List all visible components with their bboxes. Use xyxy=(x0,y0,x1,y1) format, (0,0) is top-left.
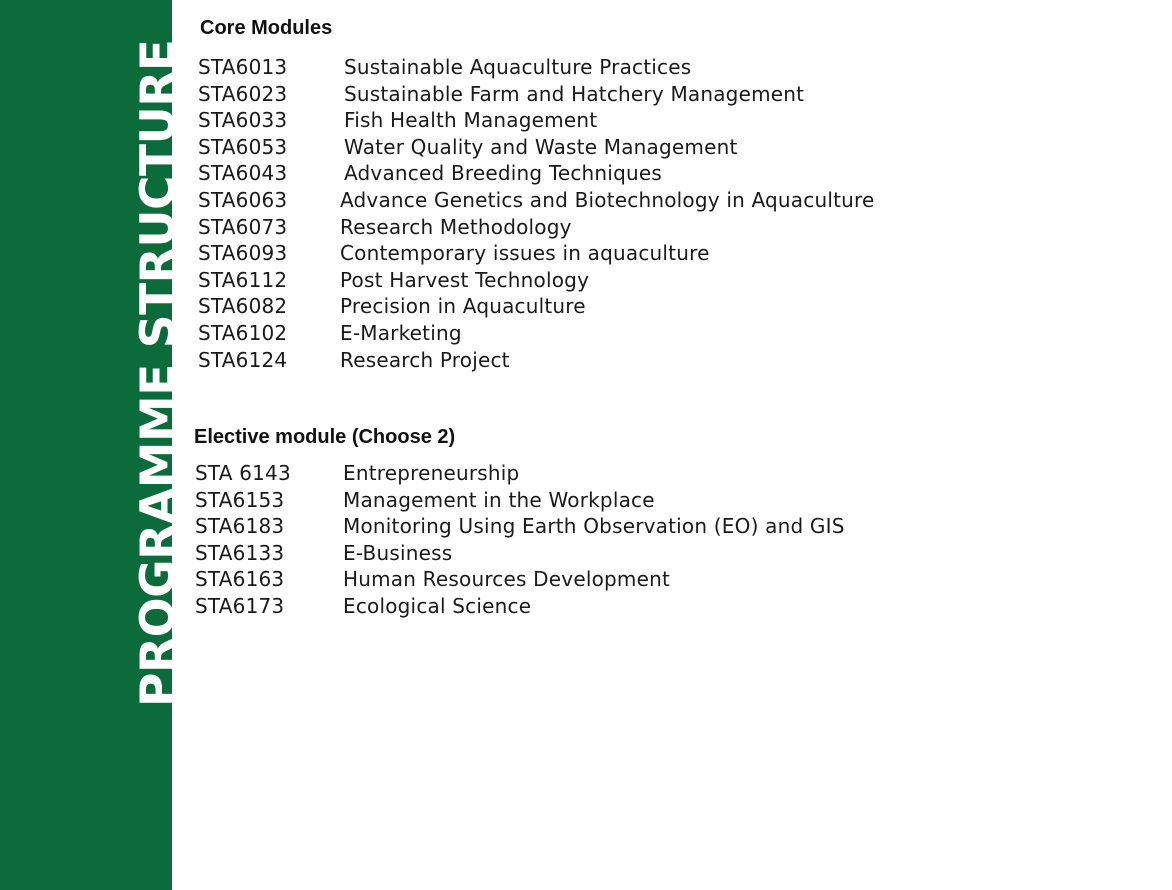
module-name: Post Harvest Technology xyxy=(340,267,590,292)
module-name: Sustainable Aquaculture Practices xyxy=(344,55,692,79)
module-name: Entrepreneurship xyxy=(343,461,520,485)
module-name: Precision in Aquaculture xyxy=(340,294,586,319)
module-name: E-Marketing xyxy=(340,320,462,345)
module-name: E-Business xyxy=(343,540,453,565)
module-name: Human Resources Development xyxy=(343,567,671,592)
module-name: Management in the Workplace xyxy=(343,487,655,512)
module-name: Contemporary issues in aquaculture xyxy=(340,241,710,266)
module-code: STA6073 xyxy=(198,214,288,239)
module-code: STA6183 xyxy=(195,514,285,539)
module-name: Research Project xyxy=(340,347,510,372)
core-modules-heading: Core Modules xyxy=(200,17,333,39)
module-name: Advanced Breeding Techniques xyxy=(344,161,662,186)
module-code: STA6023 xyxy=(198,81,288,106)
module-code: STA6033 xyxy=(198,108,288,133)
module-name: Monitoring Using Earth Observation (EO) and GIS xyxy=(343,514,845,539)
elective-module-heading: Elective module (Choose 2) xyxy=(194,426,456,448)
module-name: Research Methodology xyxy=(340,214,572,239)
module-code: STA6173 xyxy=(195,593,285,618)
module-name: Advance Genetics and Biotechnology in Aquaculture xyxy=(340,187,875,212)
module-name: Sustainable Farm and Hatchery Management xyxy=(344,81,805,106)
module-code: STA6093 xyxy=(198,241,288,266)
module-code: STA6063 xyxy=(198,187,288,212)
module-code: STA6013 xyxy=(198,55,288,79)
module-name: Ecological Science xyxy=(343,593,532,618)
module-code: STA6053 xyxy=(198,134,288,159)
module-code: STA 6143 xyxy=(195,461,291,485)
side-band xyxy=(0,0,186,890)
module-name: Fish Health Management xyxy=(344,108,598,133)
module-code: STA6112 xyxy=(198,267,288,292)
module-code: STA6043 xyxy=(198,161,288,186)
module-name: Water Quality and Waste Management xyxy=(344,134,738,159)
side-title: PROGRAMME STRUCTURE xyxy=(131,39,186,707)
module-code: STA6153 xyxy=(195,487,285,512)
module-code: STA6102 xyxy=(198,320,288,345)
module-code: STA6133 xyxy=(195,540,285,565)
module-code: STA6124 xyxy=(198,347,288,372)
module-code: STA6082 xyxy=(198,294,288,319)
module-code: STA6163 xyxy=(195,567,285,592)
